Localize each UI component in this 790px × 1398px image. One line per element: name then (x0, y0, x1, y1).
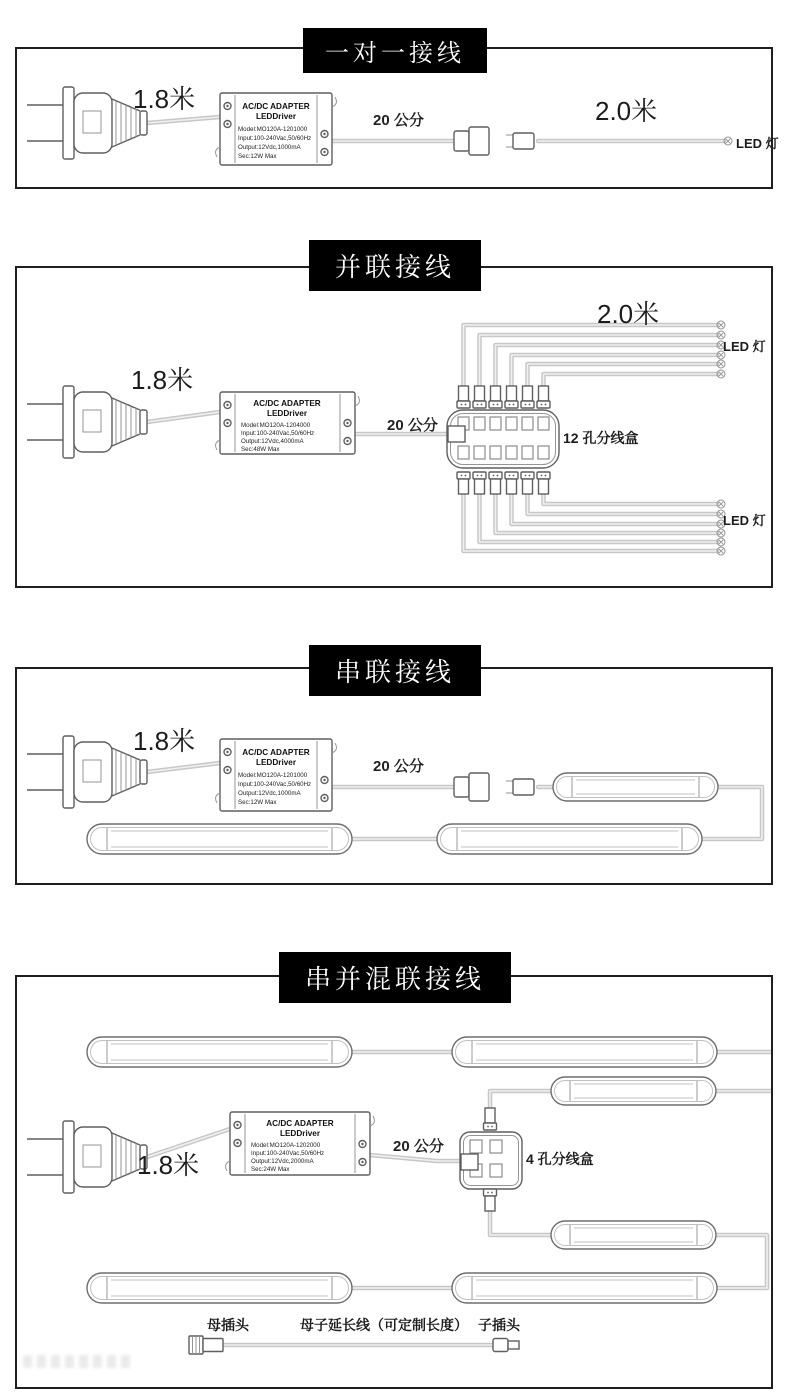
section-title-text: 并联接线 (334, 252, 456, 282)
adapter-output: Output:12Vdc,1000mA (238, 790, 301, 797)
junction-box-label: 4 孔分线盒 (526, 1151, 594, 1167)
adapter-input: Input:100-240Vac,50/60Hz (241, 430, 315, 437)
section-title-mixed (279, 952, 511, 1003)
light-bar (87, 1273, 352, 1303)
plug-wire-length-label: 1.8米 (137, 1150, 200, 1180)
plug-wire-length-label: 1.8米 (131, 365, 194, 395)
female-connector-icon (454, 127, 489, 155)
section-series (15, 667, 773, 885)
adapter-sec: Sec:24W Max (251, 1166, 290, 1173)
adapter-subtitle: LEDDriver (255, 758, 297, 767)
power-plug-icon (27, 736, 147, 808)
section-title-one-to-one (303, 28, 487, 73)
adapter-title: AC/DC ADAPTER (266, 1119, 334, 1128)
section-mixed (15, 975, 773, 1389)
connector-above-box (484, 1108, 497, 1130)
led-wire-length-label: 2.0米 (595, 96, 658, 126)
light-bar (437, 824, 702, 854)
bottom-connectors (457, 472, 550, 494)
adapter-output: Output:12Vdc,2000mA (251, 1158, 314, 1165)
series-diagram (17, 669, 771, 883)
adapter-sec: Sec:48W Max (241, 446, 280, 453)
plug-wire-length-label: 1.8米 (133, 726, 196, 756)
male-connector-icon (506, 133, 534, 149)
male-plug-label: 子插头 (478, 1317, 520, 1333)
light-bar (551, 1221, 716, 1249)
male-connector-icon (506, 779, 534, 795)
output-wire-length-label: 20 公分 (373, 758, 424, 775)
adapter-sec: Sec:12W Max (238, 153, 277, 160)
plug-wire-length-label: 1.8米 (133, 84, 196, 114)
adapter (226, 1112, 375, 1175)
section-title-text: 串联接线 (334, 657, 456, 687)
adapter-subtitle: LEDDriver (279, 1129, 321, 1138)
light-bar (452, 1037, 717, 1067)
adapter-model: Model:MO120A-1201000 (238, 126, 308, 133)
led-label: LED 灯 (736, 136, 779, 151)
adapter-title: AC/DC ADAPTER (242, 102, 310, 111)
section-title-text: 一对一接线 (325, 40, 465, 67)
junction-box-12 (447, 410, 559, 468)
adapter-sec: Sec:12W Max (238, 799, 277, 806)
adapter-title: AC/DC ADAPTER (253, 399, 321, 408)
light-bar (553, 773, 718, 801)
light-bar (452, 1273, 717, 1303)
adapter (216, 739, 337, 811)
junction-box-label: 12 孔分线盒 (563, 430, 639, 446)
led-label-bottom: LED 灯 (723, 513, 766, 528)
extension-female-connector (189, 1336, 223, 1354)
extension-male-connector (493, 1339, 519, 1352)
led-label-top: LED 灯 (723, 339, 766, 354)
adapter-input: Input:100-240Vac,50/60Hz (238, 135, 312, 142)
adapter (216, 93, 337, 165)
junction-box-4 (460, 1132, 522, 1189)
led-wire-length-label: 2.0米 (597, 299, 660, 329)
adapter-model: Model:MO120A-1201000 (238, 772, 308, 779)
female-connector-icon (454, 773, 489, 801)
power-plug-icon (27, 1121, 147, 1193)
light-bar (87, 1037, 352, 1067)
adapter-subtitle: LEDDriver (266, 409, 308, 418)
connector-below-box (484, 1189, 497, 1211)
adapter-input: Input:100-240Vac,50/60Hz (238, 781, 312, 788)
output-wire-length-label: 20 公分 (393, 1138, 444, 1155)
section-title-series (309, 645, 481, 696)
power-plug-icon (27, 386, 147, 458)
output-wire-length-label: 20 公分 (373, 112, 424, 129)
output-wire-length-label: 20 公分 (387, 417, 438, 434)
adapter-input: Input:100-240Vac,50/60Hz (251, 1150, 325, 1157)
adapter-output: Output:12Vdc,1000mA (238, 144, 301, 151)
adapter (216, 392, 360, 454)
power-plug-icon (27, 87, 147, 159)
section-title-text: 串并混联接线 (304, 964, 486, 994)
adapter-model: Model:MO120A-1204000 (241, 422, 311, 429)
section-title-parallel (309, 240, 481, 291)
extension-cable-label: 母子延长线（可定制长度） (300, 1317, 468, 1333)
adapter-subtitle: LEDDriver (255, 112, 297, 121)
adapter-output: Output:12Vdc,4000mA (241, 438, 304, 445)
section-parallel (15, 266, 773, 588)
watermark (23, 1355, 135, 1368)
light-bar (87, 824, 352, 854)
adapter-title: AC/DC ADAPTER (242, 748, 310, 757)
top-connectors (457, 386, 550, 408)
adapter-model: Model:MO120A-1202000 (251, 1142, 321, 1149)
light-bar (551, 1077, 716, 1105)
female-plug-label: 母插头 (207, 1317, 249, 1333)
